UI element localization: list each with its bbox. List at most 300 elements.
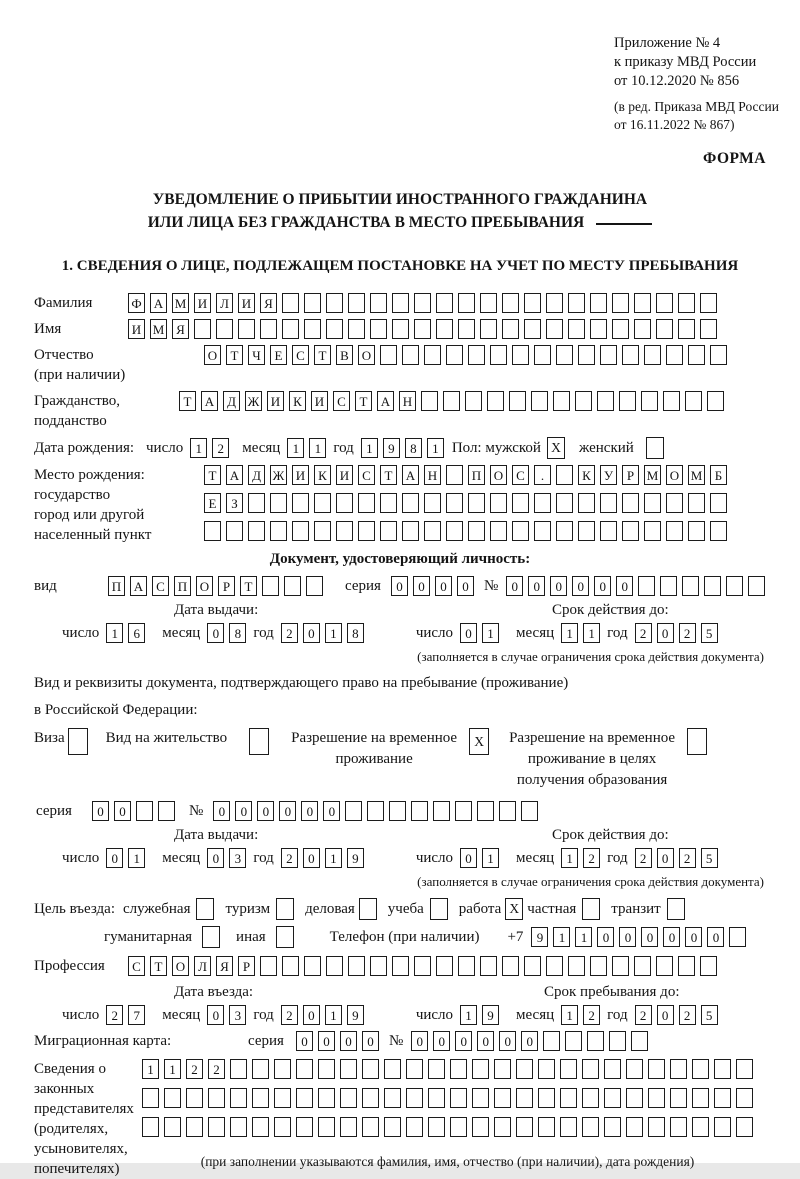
form-cell[interactable]: 2 xyxy=(208,1059,225,1079)
form-cell[interactable] xyxy=(248,493,265,513)
form-cell[interactable]: О xyxy=(666,465,683,485)
form-cell[interactable] xyxy=(644,493,661,513)
form-cell[interactable] xyxy=(682,576,699,596)
form-cell[interactable]: Т xyxy=(226,345,243,365)
form-cell[interactable] xyxy=(326,293,343,313)
form-cell[interactable] xyxy=(692,1088,709,1108)
form-cell[interactable] xyxy=(446,521,463,541)
form-cell[interactable]: 2 xyxy=(281,848,298,868)
form-cell[interactable] xyxy=(736,1088,753,1108)
form-cell[interactable] xyxy=(411,801,428,821)
form-cell[interactable] xyxy=(612,319,629,339)
form-cell[interactable] xyxy=(656,293,673,313)
form-cell[interactable]: 2 xyxy=(212,438,229,458)
form-cell[interactable] xyxy=(644,521,661,541)
form-cell[interactable]: О xyxy=(172,956,189,976)
form-cell[interactable] xyxy=(524,293,541,313)
form-cell[interactable] xyxy=(306,576,323,596)
form-cell[interactable]: У xyxy=(600,465,617,485)
form-cell[interactable] xyxy=(565,1031,582,1051)
form-cell[interactable]: Л xyxy=(194,956,211,976)
form-cell[interactable] xyxy=(568,293,585,313)
form-cell[interactable] xyxy=(208,1088,225,1108)
form-cell[interactable] xyxy=(380,345,397,365)
form-cell[interactable] xyxy=(186,1117,203,1137)
form-cell[interactable]: Е xyxy=(204,493,221,513)
form-cell[interactable] xyxy=(710,493,727,513)
form-cell[interactable]: 0 xyxy=(455,1031,472,1051)
form-cell[interactable] xyxy=(538,1059,555,1079)
form-cell[interactable] xyxy=(582,1117,599,1137)
form-cell[interactable] xyxy=(402,345,419,365)
form-cell[interactable] xyxy=(446,345,463,365)
form-cell[interactable] xyxy=(340,1088,357,1108)
purpose-humanitarian-checkbox[interactable] xyxy=(202,926,220,948)
form-cell[interactable] xyxy=(480,319,497,339)
form-cell[interactable] xyxy=(455,801,472,821)
form-cell[interactable]: 0 xyxy=(323,801,340,821)
form-cell[interactable] xyxy=(600,521,617,541)
form-cell[interactable] xyxy=(622,345,639,365)
form-cell[interactable] xyxy=(384,1059,401,1079)
form-cell[interactable] xyxy=(578,345,595,365)
form-cell[interactable] xyxy=(296,1059,313,1079)
form-cell[interactable] xyxy=(575,391,592,411)
form-cell[interactable] xyxy=(362,1117,379,1137)
form-cell[interactable] xyxy=(274,1059,291,1079)
form-cell[interactable] xyxy=(326,956,343,976)
form-cell[interactable] xyxy=(252,1088,269,1108)
form-cell[interactable] xyxy=(670,1059,687,1079)
form-cell[interactable]: С xyxy=(358,465,375,485)
form-cell[interactable] xyxy=(546,319,563,339)
form-cell[interactable] xyxy=(358,521,375,541)
form-cell[interactable] xyxy=(512,521,529,541)
form-cell[interactable] xyxy=(314,521,331,541)
form-cell[interactable]: 0 xyxy=(506,576,523,596)
form-cell[interactable] xyxy=(248,521,265,541)
form-cell[interactable]: К xyxy=(578,465,595,485)
form-cell[interactable] xyxy=(560,1059,577,1079)
form-cell[interactable]: 0 xyxy=(572,576,589,596)
form-cell[interactable] xyxy=(648,1088,665,1108)
form-cell[interactable]: О xyxy=(196,576,213,596)
form-cell[interactable] xyxy=(326,319,343,339)
form-cell[interactable] xyxy=(458,319,475,339)
form-cell[interactable] xyxy=(670,1088,687,1108)
form-cell[interactable]: 0 xyxy=(340,1031,357,1051)
form-cell[interactable] xyxy=(490,345,507,365)
form-cell[interactable]: 0 xyxy=(521,1031,538,1051)
form-cell[interactable] xyxy=(314,493,331,513)
form-cell[interactable] xyxy=(194,319,211,339)
form-cell[interactable]: 1 xyxy=(482,623,499,643)
form-cell[interactable] xyxy=(450,1088,467,1108)
form-cell[interactable]: 2 xyxy=(583,848,600,868)
form-cell[interactable] xyxy=(748,576,765,596)
form-cell[interactable] xyxy=(392,319,409,339)
form-cell[interactable]: 0 xyxy=(207,1005,224,1025)
form-cell[interactable] xyxy=(609,1031,626,1051)
form-cell[interactable] xyxy=(568,956,585,976)
form-cell[interactable] xyxy=(531,391,548,411)
form-cell[interactable]: А xyxy=(150,293,167,313)
form-cell[interactable] xyxy=(284,576,301,596)
form-cell[interactable] xyxy=(428,1088,445,1108)
form-cell[interactable]: С xyxy=(333,391,350,411)
form-cell[interactable] xyxy=(634,293,651,313)
purpose-official-checkbox[interactable] xyxy=(196,898,214,920)
form-cell[interactable]: И xyxy=(311,391,328,411)
form-cell[interactable]: Т xyxy=(314,345,331,365)
form-cell[interactable]: В xyxy=(336,345,353,365)
form-cell[interactable]: 1 xyxy=(460,1005,477,1025)
form-cell[interactable]: 0 xyxy=(616,576,633,596)
form-cell[interactable]: 0 xyxy=(550,576,567,596)
form-cell[interactable]: 6 xyxy=(128,623,145,643)
form-cell[interactable] xyxy=(472,1088,489,1108)
form-cell[interactable] xyxy=(380,493,397,513)
form-cell[interactable] xyxy=(477,801,494,821)
form-cell[interactable]: 2 xyxy=(679,1005,696,1025)
form-cell[interactable]: 9 xyxy=(482,1005,499,1025)
form-cell[interactable] xyxy=(714,1059,731,1079)
form-cell[interactable] xyxy=(318,1059,335,1079)
form-cell[interactable] xyxy=(560,1117,577,1137)
form-cell[interactable] xyxy=(472,1117,489,1137)
form-cell[interactable]: 8 xyxy=(405,438,422,458)
form-cell[interactable]: И xyxy=(292,465,309,485)
form-cell[interactable] xyxy=(490,493,507,513)
form-cell[interactable]: Р xyxy=(218,576,235,596)
form-cell[interactable]: 1 xyxy=(287,438,304,458)
form-cell[interactable] xyxy=(421,391,438,411)
form-cell[interactable]: С xyxy=(512,465,529,485)
form-cell[interactable]: 8 xyxy=(347,623,364,643)
form-cell[interactable] xyxy=(666,493,683,513)
form-cell[interactable] xyxy=(348,319,365,339)
form-cell[interactable] xyxy=(556,493,573,513)
form-cell[interactable]: 2 xyxy=(679,623,696,643)
form-cell[interactable] xyxy=(282,319,299,339)
form-cell[interactable]: С xyxy=(152,576,169,596)
form-cell[interactable] xyxy=(487,391,504,411)
form-cell[interactable] xyxy=(260,319,277,339)
form-cell[interactable] xyxy=(270,521,287,541)
form-cell[interactable]: А xyxy=(201,391,218,411)
sex-female-checkbox[interactable] xyxy=(646,437,664,459)
form-cell[interactable] xyxy=(502,293,519,313)
form-cell[interactable]: 0 xyxy=(594,576,611,596)
form-cell[interactable] xyxy=(648,1117,665,1137)
form-cell[interactable]: Т xyxy=(380,465,397,485)
form-cell[interactable]: 1 xyxy=(190,438,207,458)
form-cell[interactable] xyxy=(612,293,629,313)
form-cell[interactable]: 0 xyxy=(528,576,545,596)
form-cell[interactable] xyxy=(292,521,309,541)
form-cell[interactable] xyxy=(582,1059,599,1079)
form-cell[interactable] xyxy=(512,345,529,365)
form-cell[interactable]: 0 xyxy=(106,848,123,868)
form-cell[interactable] xyxy=(678,319,695,339)
form-cell[interactable] xyxy=(678,956,695,976)
form-cell[interactable] xyxy=(348,956,365,976)
form-cell[interactable] xyxy=(392,293,409,313)
form-cell[interactable] xyxy=(600,345,617,365)
form-cell[interactable]: 0 xyxy=(92,801,109,821)
form-cell[interactable] xyxy=(538,1117,555,1137)
form-cell[interactable]: 0 xyxy=(657,623,674,643)
form-cell[interactable] xyxy=(164,1088,181,1108)
purpose-private-checkbox[interactable] xyxy=(582,898,600,920)
form-cell[interactable] xyxy=(414,319,431,339)
form-cell[interactable]: Т xyxy=(179,391,196,411)
form-cell[interactable] xyxy=(534,345,551,365)
form-cell[interactable] xyxy=(443,391,460,411)
form-cell[interactable] xyxy=(578,493,595,513)
form-cell[interactable] xyxy=(358,493,375,513)
form-cell[interactable]: 5 xyxy=(701,848,718,868)
form-cell[interactable]: 5 xyxy=(701,1005,718,1025)
form-cell[interactable]: 2 xyxy=(583,1005,600,1025)
form-cell[interactable]: 0 xyxy=(411,1031,428,1051)
form-cell[interactable] xyxy=(538,1088,555,1108)
form-cell[interactable] xyxy=(619,391,636,411)
form-cell[interactable] xyxy=(428,1059,445,1079)
form-cell[interactable] xyxy=(516,1088,533,1108)
form-cell[interactable]: Д xyxy=(223,391,240,411)
form-cell[interactable]: 2 xyxy=(281,623,298,643)
form-cell[interactable] xyxy=(499,801,516,821)
purpose-business-checkbox[interactable] xyxy=(359,898,377,920)
form-cell[interactable] xyxy=(164,1117,181,1137)
form-cell[interactable]: Ж xyxy=(245,391,262,411)
form-cell[interactable]: 1 xyxy=(482,848,499,868)
form-cell[interactable] xyxy=(494,1059,511,1079)
form-cell[interactable]: Я xyxy=(260,293,277,313)
form-cell[interactable]: 0 xyxy=(663,927,680,947)
form-cell[interactable] xyxy=(590,956,607,976)
form-cell[interactable]: 0 xyxy=(114,801,131,821)
form-cell[interactable]: 0 xyxy=(207,623,224,643)
form-cell[interactable]: 0 xyxy=(460,623,477,643)
form-cell[interactable] xyxy=(402,521,419,541)
form-cell[interactable]: 0 xyxy=(685,927,702,947)
form-cell[interactable] xyxy=(436,956,453,976)
form-cell[interactable]: 2 xyxy=(281,1005,298,1025)
form-cell[interactable]: З xyxy=(226,493,243,513)
form-cell[interactable] xyxy=(406,1117,423,1137)
form-cell[interactable]: 1 xyxy=(309,438,326,458)
purpose-other-checkbox[interactable] xyxy=(276,926,294,948)
form-cell[interactable]: 1 xyxy=(361,438,378,458)
form-cell[interactable] xyxy=(304,293,321,313)
form-cell[interactable] xyxy=(666,345,683,365)
form-cell[interactable] xyxy=(436,293,453,313)
form-cell[interactable] xyxy=(648,1059,665,1079)
form-cell[interactable]: 1 xyxy=(583,623,600,643)
form-cell[interactable]: 1 xyxy=(164,1059,181,1079)
form-cell[interactable]: 1 xyxy=(325,1005,342,1025)
form-cell[interactable] xyxy=(446,465,463,485)
form-cell[interactable] xyxy=(644,345,661,365)
form-cell[interactable] xyxy=(367,801,384,821)
form-cell[interactable] xyxy=(660,576,677,596)
form-cell[interactable]: 2 xyxy=(106,1005,123,1025)
form-cell[interactable] xyxy=(700,319,717,339)
form-cell[interactable]: 0 xyxy=(301,801,318,821)
form-cell[interactable]: 3 xyxy=(229,848,246,868)
form-cell[interactable] xyxy=(465,391,482,411)
form-cell[interactable] xyxy=(252,1117,269,1137)
form-cell[interactable]: Е xyxy=(270,345,287,365)
form-cell[interactable]: П xyxy=(108,576,125,596)
form-cell[interactable] xyxy=(568,319,585,339)
form-cell[interactable]: Ч xyxy=(248,345,265,365)
form-cell[interactable] xyxy=(296,1117,313,1137)
form-cell[interactable] xyxy=(424,345,441,365)
form-cell[interactable]: 9 xyxy=(531,927,548,947)
form-cell[interactable] xyxy=(590,319,607,339)
temp-residence-checkbox[interactable]: X xyxy=(469,728,489,755)
form-cell[interactable]: 0 xyxy=(213,801,230,821)
form-cell[interactable] xyxy=(714,1088,731,1108)
purpose-work-checkbox[interactable]: X xyxy=(505,898,523,920)
form-cell[interactable]: П xyxy=(174,576,191,596)
form-cell[interactable] xyxy=(230,1117,247,1137)
form-cell[interactable] xyxy=(238,319,255,339)
form-cell[interactable] xyxy=(458,956,475,976)
form-cell[interactable] xyxy=(490,521,507,541)
form-cell[interactable] xyxy=(370,293,387,313)
form-cell[interactable] xyxy=(543,1031,560,1051)
form-cell[interactable] xyxy=(428,1117,445,1137)
form-cell[interactable] xyxy=(670,1117,687,1137)
form-cell[interactable]: 1 xyxy=(106,623,123,643)
form-cell[interactable] xyxy=(622,493,639,513)
form-cell[interactable] xyxy=(336,521,353,541)
form-cell[interactable] xyxy=(436,319,453,339)
form-cell[interactable] xyxy=(468,493,485,513)
form-cell[interactable] xyxy=(450,1059,467,1079)
form-cell[interactable] xyxy=(692,1059,709,1079)
form-cell[interactable]: 0 xyxy=(362,1031,379,1051)
form-cell[interactable]: 0 xyxy=(303,623,320,643)
purpose-transit-checkbox[interactable] xyxy=(667,898,685,920)
form-cell[interactable] xyxy=(384,1088,401,1108)
form-cell[interactable]: Б xyxy=(710,465,727,485)
form-cell[interactable]: 0 xyxy=(657,848,674,868)
form-cell[interactable] xyxy=(292,493,309,513)
form-cell[interactable] xyxy=(304,956,321,976)
form-cell[interactable]: 0 xyxy=(657,1005,674,1025)
form-cell[interactable]: Т xyxy=(204,465,221,485)
form-cell[interactable]: 0 xyxy=(296,1031,313,1051)
form-cell[interactable] xyxy=(226,521,243,541)
form-cell[interactable] xyxy=(304,319,321,339)
form-cell[interactable]: 3 xyxy=(229,1005,246,1025)
form-cell[interactable]: 0 xyxy=(477,1031,494,1051)
form-cell[interactable]: И xyxy=(267,391,284,411)
form-cell[interactable] xyxy=(524,319,541,339)
form-cell[interactable] xyxy=(362,1059,379,1079)
residence-permit-checkbox[interactable] xyxy=(249,728,269,755)
form-cell[interactable] xyxy=(158,801,175,821)
sex-male-checkbox[interactable]: X xyxy=(547,437,565,459)
form-cell[interactable]: А xyxy=(226,465,243,485)
form-cell[interactable]: 0 xyxy=(619,927,636,947)
form-cell[interactable]: С xyxy=(292,345,309,365)
form-cell[interactable] xyxy=(663,391,680,411)
form-cell[interactable] xyxy=(262,576,279,596)
form-cell[interactable]: А xyxy=(130,576,147,596)
form-cell[interactable] xyxy=(414,956,431,976)
form-cell[interactable] xyxy=(685,391,702,411)
form-cell[interactable] xyxy=(336,493,353,513)
form-cell[interactable]: И xyxy=(194,293,211,313)
form-cell[interactable]: 1 xyxy=(325,848,342,868)
form-cell[interactable]: 0 xyxy=(279,801,296,821)
form-cell[interactable]: 2 xyxy=(186,1059,203,1079)
form-cell[interactable] xyxy=(546,956,563,976)
form-cell[interactable] xyxy=(612,956,629,976)
form-cell[interactable]: 0 xyxy=(413,576,430,596)
form-cell[interactable]: Ф xyxy=(128,293,145,313)
form-cell[interactable]: 2 xyxy=(635,1005,652,1025)
form-cell[interactable] xyxy=(590,293,607,313)
form-cell[interactable]: 2 xyxy=(679,848,696,868)
form-cell[interactable]: Т xyxy=(355,391,372,411)
form-cell[interactable] xyxy=(578,521,595,541)
form-cell[interactable]: 0 xyxy=(207,848,224,868)
form-cell[interactable]: С xyxy=(128,956,145,976)
form-cell[interactable]: 5 xyxy=(701,623,718,643)
form-cell[interactable] xyxy=(406,1088,423,1108)
form-cell[interactable] xyxy=(274,1117,291,1137)
form-cell[interactable]: Н xyxy=(424,465,441,485)
form-cell[interactable] xyxy=(450,1117,467,1137)
form-cell[interactable]: 2 xyxy=(635,623,652,643)
form-cell[interactable] xyxy=(604,1117,621,1137)
form-cell[interactable] xyxy=(384,1117,401,1137)
form-cell[interactable] xyxy=(634,956,651,976)
form-cell[interactable]: 0 xyxy=(303,1005,320,1025)
form-cell[interactable] xyxy=(700,956,717,976)
form-cell[interactable] xyxy=(282,293,299,313)
form-cell[interactable]: М xyxy=(688,465,705,485)
form-cell[interactable]: 0 xyxy=(597,927,614,947)
form-cell[interactable] xyxy=(424,521,441,541)
form-cell[interactable] xyxy=(516,1117,533,1137)
form-cell[interactable] xyxy=(348,293,365,313)
form-cell[interactable] xyxy=(626,1059,643,1079)
purpose-tourism-checkbox[interactable] xyxy=(276,898,294,920)
form-cell[interactable] xyxy=(433,801,450,821)
form-cell[interactable]: 0 xyxy=(433,1031,450,1051)
form-cell[interactable]: 0 xyxy=(641,927,658,947)
form-cell[interactable] xyxy=(631,1031,648,1051)
form-cell[interactable] xyxy=(553,391,570,411)
form-cell[interactable] xyxy=(424,493,441,513)
form-cell[interactable]: А xyxy=(402,465,419,485)
form-cell[interactable]: Р xyxy=(622,465,639,485)
form-cell[interactable] xyxy=(710,345,727,365)
form-cell[interactable] xyxy=(692,1117,709,1137)
form-cell[interactable]: М xyxy=(172,293,189,313)
form-cell[interactable]: 0 xyxy=(460,848,477,868)
form-cell[interactable] xyxy=(678,293,695,313)
form-cell[interactable] xyxy=(142,1117,159,1137)
